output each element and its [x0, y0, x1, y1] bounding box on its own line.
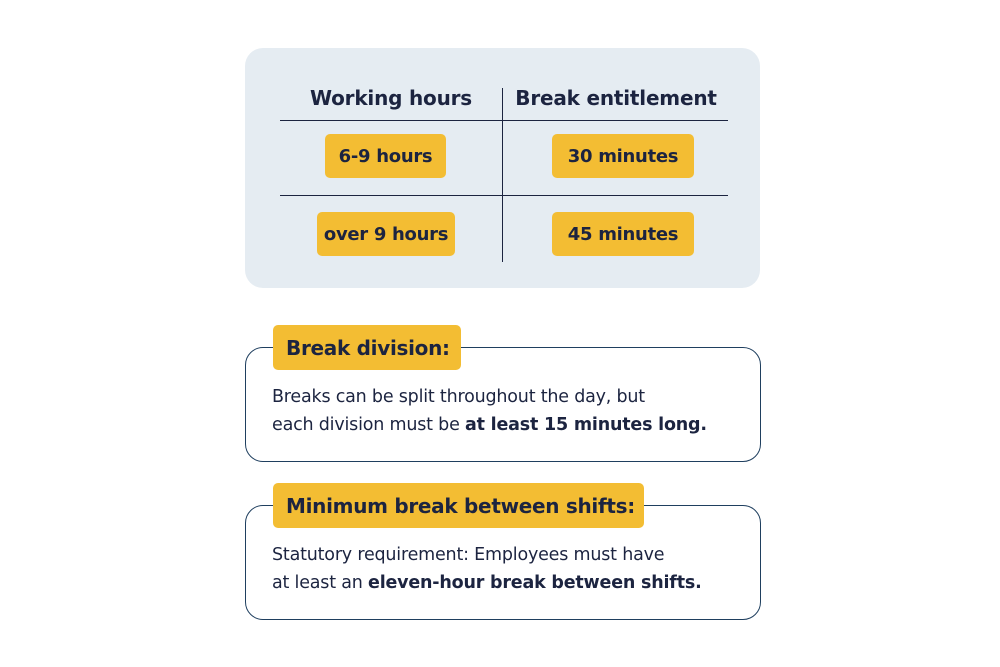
break-division-emphasis: at least 15 minutes long. — [465, 415, 707, 435]
min-break-line2: at least an eleven-hour break between shifts. — [272, 573, 702, 593]
min-break-text — [272, 541, 702, 597]
break-division-line1: Breaks can be split throughout the day, but — [272, 387, 645, 407]
table-header-divider — [280, 120, 728, 121]
column-header-break-entitlement: Break entitlement — [515, 86, 717, 110]
table-cell-hours-row2: over 9 hours — [317, 212, 455, 256]
min-break-line1: Statutory requirement: Employees must have — [272, 545, 665, 565]
column-header-working-hours: Working hours — [309, 86, 472, 110]
break-division-text — [272, 383, 707, 439]
table-cell-entitlement-row2: 45 minutes — [552, 212, 694, 256]
min-break-title: Minimum break between shifts: — [273, 483, 644, 528]
break-division-line2: each division must be at least 15 minutes long. — [272, 415, 707, 435]
table-cell-hours-row1: 6-9 hours — [325, 134, 446, 178]
table-cell-entitlement-row1: 30 minutes — [552, 134, 694, 178]
table-column-divider — [502, 88, 503, 262]
table-row-divider — [280, 195, 728, 196]
break-division-title: Break division: — [273, 325, 461, 370]
min-break-emphasis: eleven-hour break between shifts. — [368, 573, 702, 593]
